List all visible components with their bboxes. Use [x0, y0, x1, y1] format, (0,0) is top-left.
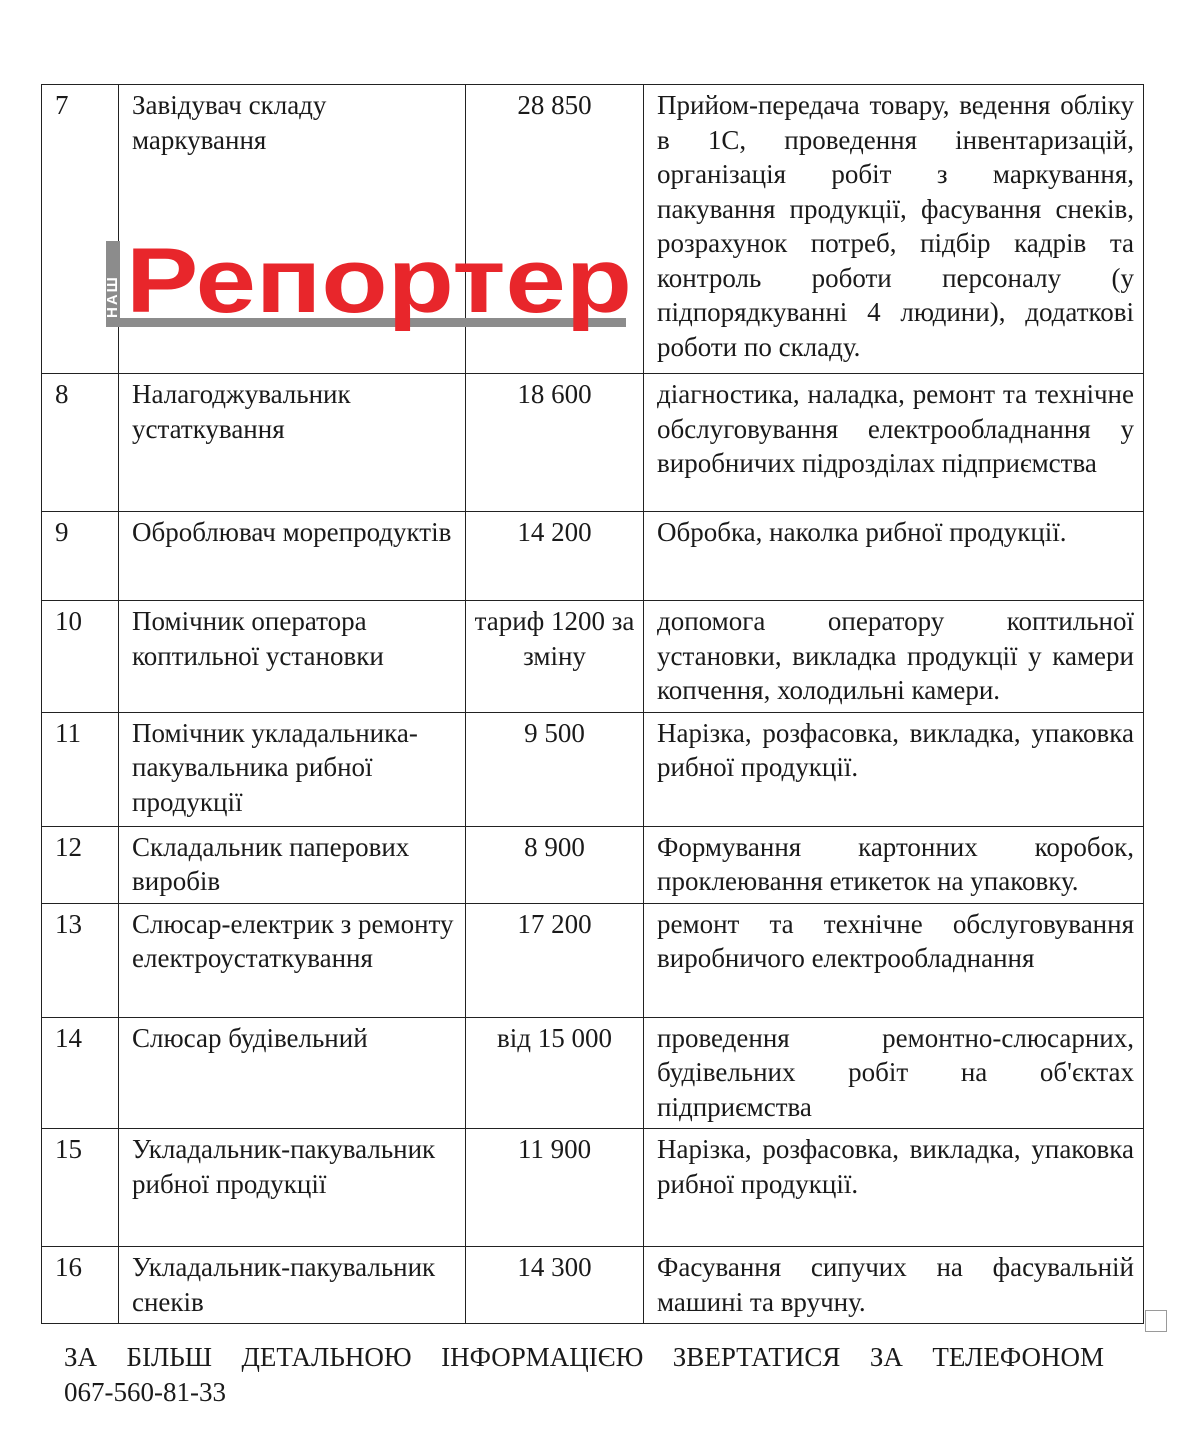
- job-duties: Формування картонних коробок, проклеювання етикеток на упаковку.: [644, 826, 1144, 903]
- job-title: Укладальник-пакувальник рибної продукції: [119, 1129, 466, 1247]
- table-row: [42, 1017, 1144, 1129]
- row-number: 9: [42, 512, 119, 601]
- salary: 14 200: [466, 512, 644, 601]
- job-duties: допомога оператору коптильної установки, викладка продукції у камери копчення, холодильні камери.: [644, 601, 1144, 713]
- table-row: [42, 374, 1144, 512]
- svg-text:НАШ: НАШ: [104, 275, 121, 318]
- contact-info: [64, 1340, 1104, 1410]
- table-row: [42, 601, 1144, 713]
- table-row: [42, 903, 1144, 1017]
- job-duties: Нарізка, розфасовка, викладка, упаковка рибної продукції.: [644, 712, 1144, 826]
- salary: 17 200: [466, 903, 644, 1017]
- row-number: 10: [42, 601, 119, 713]
- job-title: Помічник оператора коптильної установки: [119, 601, 466, 713]
- job-duties: Прийом-передача товару, ведення обліку в 1С, проведення інвентаризацій, організація робіт з маркування, пакування продукції, фасування снеків, розрахунок потреб, підбір кадрів та контроль роботи персоналу (у підпорядкуванні 4 людини), додаткові роботи по складу.: [644, 85, 1144, 374]
- row-number: 14: [42, 1017, 119, 1129]
- job-title: Налагоджувальник устаткування: [119, 374, 466, 512]
- nash-reporter-watermark-logo: [106, 232, 636, 336]
- job-title: Оброблювач морепродуктів: [119, 512, 466, 601]
- row-number: 15: [42, 1129, 119, 1247]
- table-row: [42, 512, 1144, 601]
- salary: 8 900: [466, 826, 644, 903]
- checkbox-placeholder: [1145, 1310, 1167, 1332]
- row-number: 13: [42, 903, 119, 1017]
- job-duties: Фасування сипучих на фасувальній машині та вручну.: [644, 1247, 1144, 1324]
- salary: 18 600: [466, 374, 644, 512]
- job-title: Слюсар будівельний: [119, 1017, 466, 1129]
- row-number: 12: [42, 826, 119, 903]
- table-row: [42, 826, 1144, 903]
- table-row: [42, 712, 1144, 826]
- job-title: Укладальник-пакувальник снеків: [119, 1247, 466, 1324]
- job-duties: діагностика, наладка, ремонт та технічне обслуговування електрообладнання у виробничих підрозділах підприємства: [644, 374, 1144, 512]
- job-duties: Нарізка, розфасовка, викладка, упаковка рибної продукції.: [644, 1129, 1144, 1247]
- svg-text:Репортер: Репортер: [126, 230, 632, 332]
- job-title: Завідувач складу маркування: [119, 85, 466, 374]
- row-number: 8: [42, 374, 119, 512]
- salary: 14 300: [466, 1247, 644, 1324]
- salary: 11 900: [466, 1129, 644, 1247]
- job-title: Складальник паперових виробів: [119, 826, 466, 903]
- row-number: 7: [42, 85, 119, 374]
- job-duties: ремонт та технічне обслуговування виробничого електрообладнання: [644, 903, 1144, 1017]
- job-duties: Обробка, наколка рибної продукції.: [644, 512, 1144, 601]
- salary: 28 850: [466, 85, 644, 374]
- salary: від 15 000: [466, 1017, 644, 1129]
- salary: 9 500: [466, 712, 644, 826]
- phone-number: 067-560-81-33: [64, 1377, 226, 1407]
- job-title: Слюсар-електрик з ремонту електроустаткування: [119, 903, 466, 1017]
- salary: тариф 1200 за зміну: [466, 601, 644, 713]
- table-row: [42, 1129, 1144, 1247]
- table-row: [42, 1247, 1144, 1324]
- row-number: 11: [42, 712, 119, 826]
- job-title: Помічник укладальника-пакувальника рибної продукції: [119, 712, 466, 826]
- row-number: 16: [42, 1247, 119, 1324]
- contact-text: ЗА БІЛЬШ ДЕТАЛЬНОЮ ІНФОРМАЦІЄЮ ЗВЕРТАТИСЯ ЗА ТЕЛЕФОНОМ: [64, 1342, 1104, 1372]
- job-duties: проведення ремонтно-слюсарних, будівельних робіт на об'єктах підприємства: [644, 1017, 1144, 1129]
